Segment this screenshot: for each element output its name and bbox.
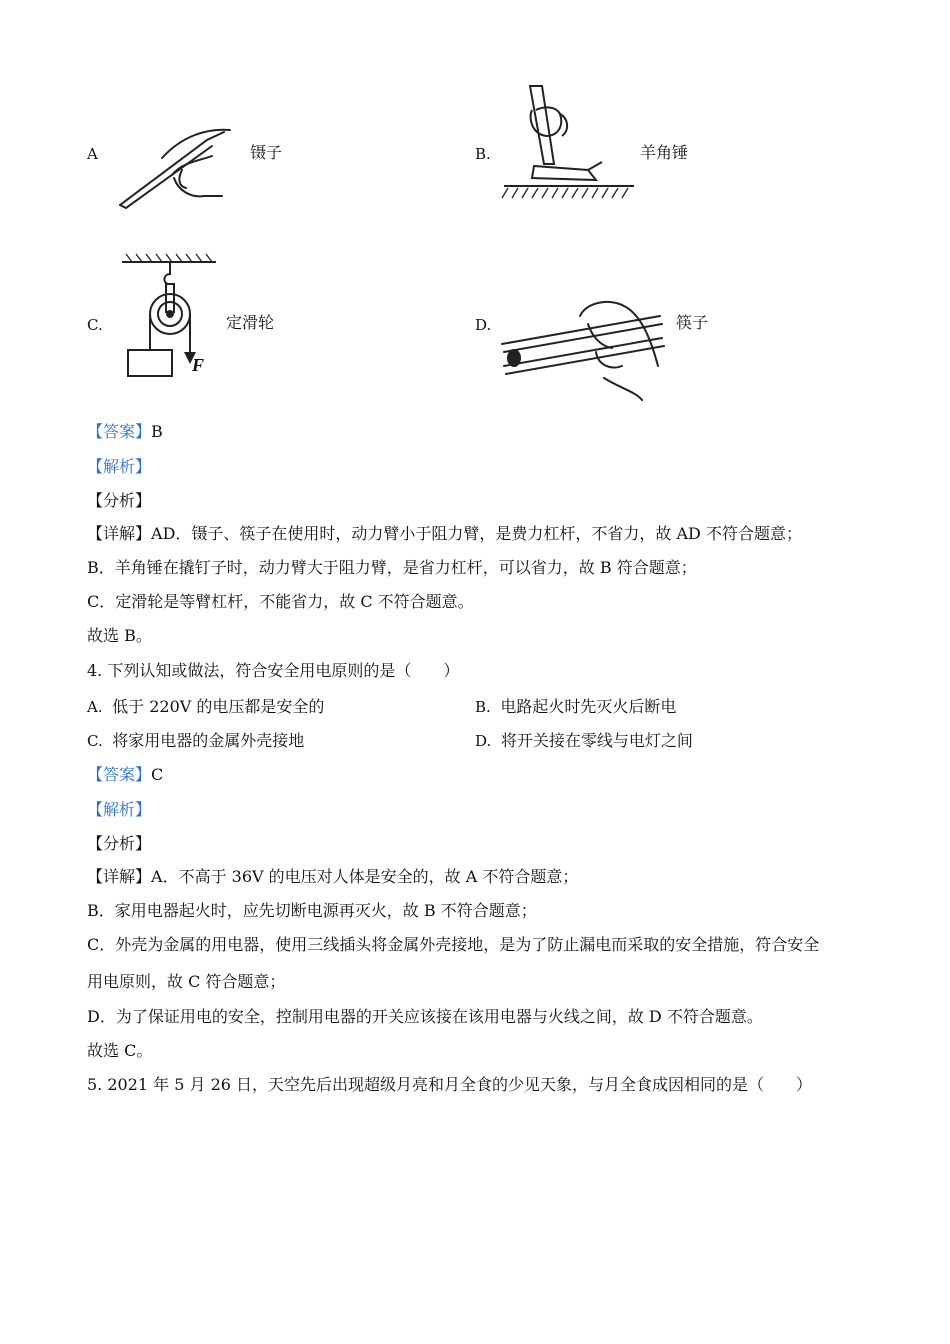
fenxi-tag: 【分析】 bbox=[87, 491, 152, 510]
q4-detail-line-5: D．为了保证用电的安全，控制用电器的开关应该接在该用电器与火线之间，故 D 不符合题意。 bbox=[87, 1007, 763, 1026]
detail-text: AD．镊子、筷子在使用时，动力臂小于阻力臂，是费力杠杆，不省力，故 AD 不符合题意； bbox=[151, 524, 802, 543]
q4-detail-line-1 bbox=[87, 866, 578, 888]
option-d-letter: D. bbox=[475, 316, 492, 334]
chopsticks-figure bbox=[500, 296, 666, 402]
option-text: 将开关接在零线与电灯之间 bbox=[500, 731, 693, 750]
option-letter: C. bbox=[87, 732, 103, 750]
q3-detail-line-1 bbox=[87, 523, 802, 545]
q4-stem: 4. 下列认知或做法，符合安全用电原则的是（ ） bbox=[87, 661, 460, 680]
option-text: 将家用电器的金属外壳接地 bbox=[112, 731, 305, 750]
q4-option-b bbox=[475, 697, 676, 717]
option-c-letter: C. bbox=[87, 316, 103, 334]
option-letter: B. bbox=[475, 698, 491, 716]
q3-answer-row bbox=[87, 421, 163, 443]
q3-detail-line-2: B．羊角锤在撬钉子时，动力臂大于阻力臂，是省力杠杆，可以省力，故 B 符合题意； bbox=[87, 558, 697, 577]
q4-option-d bbox=[475, 731, 693, 751]
option-letter: A. bbox=[87, 698, 103, 716]
analysis-tag: 【解析】 bbox=[87, 800, 152, 819]
fixed-pulley-figure bbox=[120, 252, 220, 384]
option-a-caption: 镊子 bbox=[250, 143, 283, 162]
detail-text: A．不高于 36V 的电压对人体是安全的，故 A 不符合题意； bbox=[151, 867, 579, 886]
q4-option-c bbox=[87, 731, 304, 751]
option-c-caption: 定滑轮 bbox=[226, 313, 275, 332]
q5-stem: 5. 2021 年 5 月 26 日，天空先后出现超级月亮和月全食的少见天象，与月全食成因相同的是（ ） bbox=[87, 1075, 813, 1094]
answer-value: B bbox=[151, 422, 163, 441]
option-d-caption: 筷子 bbox=[676, 313, 709, 332]
detail-tag: 【详解】 bbox=[87, 867, 152, 886]
q3-conclusion: 故选 B。 bbox=[87, 626, 152, 645]
detail-tag: 【详解】 bbox=[87, 524, 152, 543]
answer-tag: 【答案】 bbox=[87, 422, 152, 441]
q4-detail-line-4: 用电原则，故 C 符合题意； bbox=[87, 972, 286, 991]
option-b-caption: 羊角锤 bbox=[640, 143, 689, 162]
answer-tag: 【答案】 bbox=[87, 765, 152, 784]
q4-detail-line-2: B．家用电器起火时，应先切断电源再灭火，故 B 不符合题意； bbox=[87, 901, 537, 920]
force-label: F bbox=[192, 355, 205, 375]
option-b-letter: B. bbox=[475, 145, 491, 163]
q4-answer-row bbox=[87, 764, 163, 786]
option-a-letter: A bbox=[87, 145, 98, 163]
option-text: 电路起火时先灭火后断电 bbox=[500, 697, 677, 716]
option-text: 低于 220V 的电压都是安全的 bbox=[112, 697, 325, 716]
option-letter: D. bbox=[475, 732, 492, 750]
q4-detail-line-3: C．外壳为金属的用电器，使用三线插头将金属外壳接地，是为了防止漏电而采取的安全措施，符合安全 bbox=[87, 935, 820, 954]
analysis-tag: 【解析】 bbox=[87, 457, 152, 476]
claw-hammer-figure bbox=[502, 84, 634, 202]
fenxi-tag: 【分析】 bbox=[87, 834, 152, 853]
tweezers-figure bbox=[112, 120, 237, 212]
q4-conclusion: 故选 C。 bbox=[87, 1041, 153, 1060]
answer-value: C bbox=[151, 765, 164, 784]
q3-detail-line-3: C．定滑轮是等臂杠杆，不能省力，故 C 不符合题意。 bbox=[87, 592, 474, 611]
q4-option-a bbox=[87, 697, 324, 717]
